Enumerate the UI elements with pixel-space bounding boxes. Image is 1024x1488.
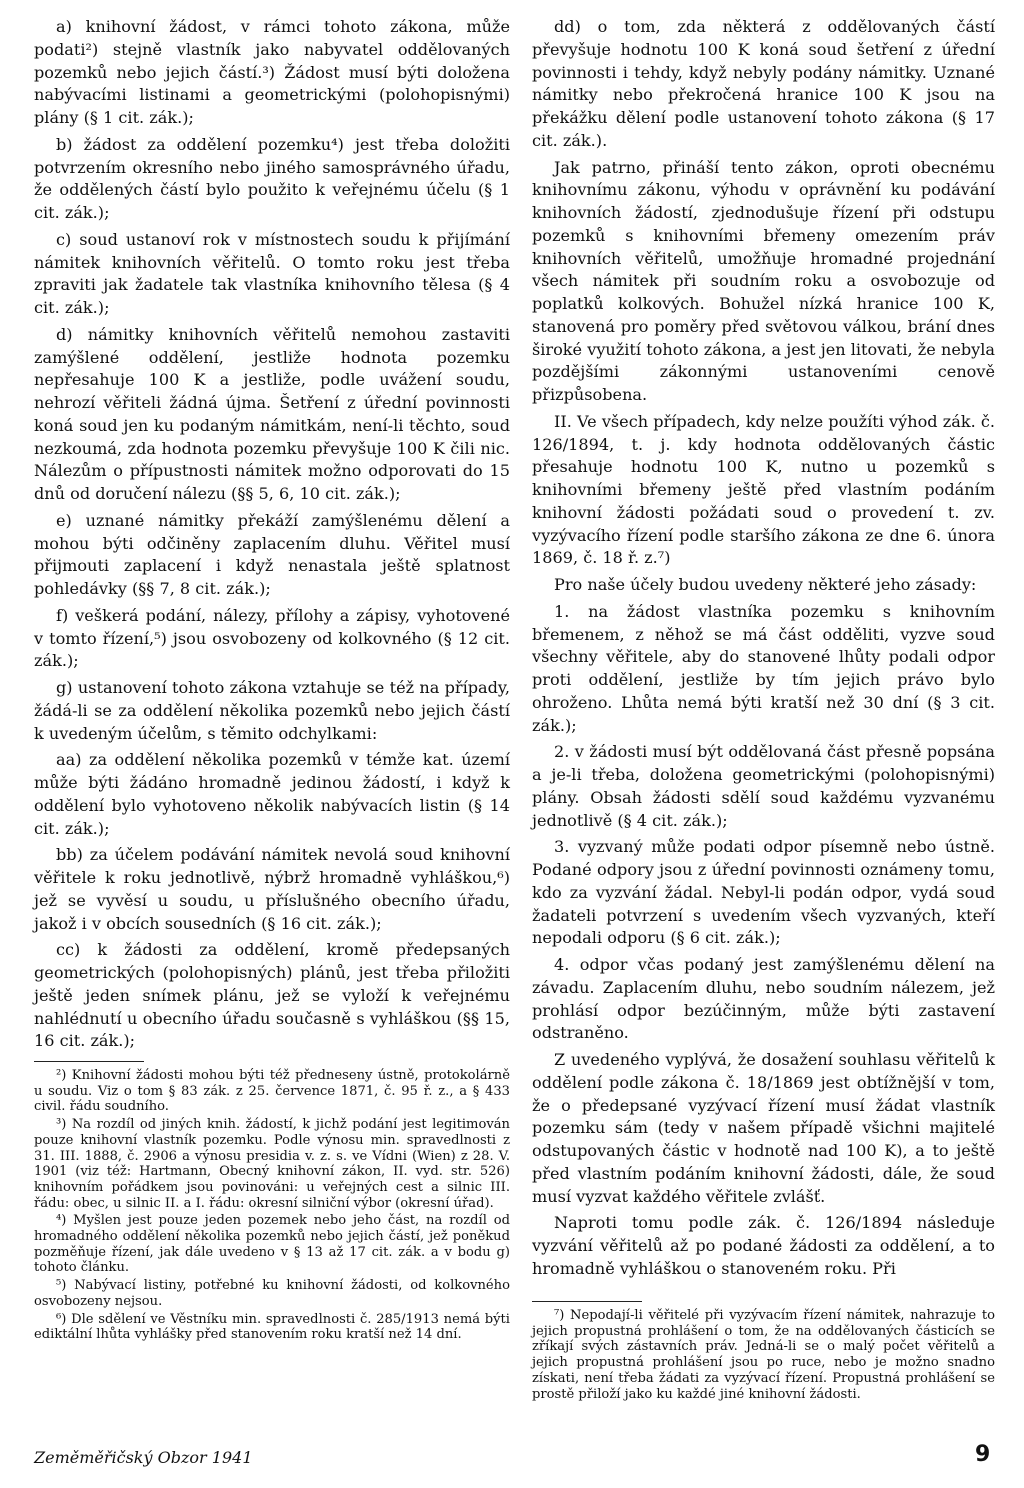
right-column (532, 16, 995, 1285)
item-d: d) námitky knihovních věřitelů nemohou zastaviti zamýšlené oddělení, jestliže hodnota pozemku nepřesahuje 100 K a jestliže, podle uvážení soudu, nehrozí věřiteli žádná újma. Šetření z úřední povinnosti koná soud jen ku podaným námitkám, není-li těchto, soud nezkoumá, zda hodnota pozemku převyšuje 100 K čili nic. Nálezům o přípustnosti námitek možno odporovati do 15 dnů od doručení nálezu (§§ 5, 6, 10 cit. zák.); (34, 324, 510, 503)
left-column (34, 16, 510, 1057)
principle-2: 2. v žádosti musí být oddělovaná část přesně popsána a je-li třeba, doložena geometrickými (polohopisnými) plány. Obsah žádosti sdělí soud každému vyzvanému jednotlivě (§ 4 cit. zák.); (532, 742, 995, 830)
principle-1: 1. na žádost vlastníka pozemku s knihovním břemenem, z něhož se má část odděliti, vyzve soud všechny věřitele, aby do stanovené lhůty podali odpor proti oddělení, jestliže by tím jejich právo bylo ohroženo. Lhůta nemá býti kratší než 30 dní (§ 3 cit. zák.); (532, 601, 995, 735)
item-aa: aa) za oddělení několika pozemků v témže kat. území může býti žádáno hromadně jedinou žádostí, i když k oddělení bylo vyhotoveno několik nabývacích listin (§ 14 cit. zák.); (34, 750, 510, 838)
item-b: b) žádost za oddělení pozemku⁴) jest třeba doložiti potvrzením okresního nebo jiného samosprávného úřadu, že oddělených částí bylo použito k veřejnému účelu (§ 1 cit. zák.); (34, 134, 510, 222)
footnote-3: ³) Na rozdíl od jiných knih. žádostí, k jichž podání jest legitimován pouze knihovní vlastník pozemku. Podle výnosu min. spravedlnosti z 31. III. 1888, č. 2906 a výnosu presidia v. z. s. ve Vídni (Wien) z 28. V. 1901 (viz též: Hartmann, Obecný knihovní zákon, II. vyd. str. 526) knihovním pořádkem jsou povinováni: u veřejných cest a silnic III. řádu: obec, u silnic II. a I. řádu: okresní silniční výbor (okresní úřad). (34, 1117, 510, 1211)
item-c: c) soud ustanoví rok v místnostech soudu k přijímání námitek knihovních věřitelů. O tomto roku jest třeba zpraviti jak žadatele tak vlastníka knihovního tělesa (§ 4 cit. zák.); (34, 229, 510, 317)
footnote-divider (532, 1301, 642, 1302)
item-a: a) knihovní žádost, v rámci tohoto zákona, může podati²) stejně vlastník jako nabyvatel oddělovaných pozemků nebo jejich částí.³) Žádost musí býti doložena nabývacími listinami a geometrickými (polohopisnými) plány (§ 1 cit. zák.); (34, 17, 510, 127)
item-e: e) uznané námitky překáží zamýšlenému dělení a mohou býti odčiněny zaplacením dluhu. Věřitel musí přijmouti zaplacení i když nenastala ještě splatnost pohledávky (§§ 7, 8 cit. zák.); (34, 510, 510, 598)
item-f: f) veškerá podání, nálezy, přílohy a zápisy, vyhotovené v tomto řízení,⁵) jsou osvobozeny od kolkovného (§ 12 cit. zák.); (34, 605, 510, 671)
item-g: g) ustanovení tohoto zákona vztahuje se též na případy, žádá-li se za oddělení několika pozemků nebo jejich částí k uvedeným účelům, s těmito odchylkami: (34, 678, 510, 743)
footnote-4: ⁴) Myšlen jest pouze jeden pozemek nebo jeho část, na rozdíl od hromadného oddělení několika pozemků nebo jejich částí, jež poněkud pozměňuje řízení, jak dále uvedeno v § 13 až 17 cit. zák. a v bodu g) tohoto článku. (34, 1213, 510, 1276)
paragraph-summary: Jak patrno, přináší tento zákon, oproti obecnému knihovnímu zákonu, výhodu v oprávnění ku podávání knihovních žádostí, zjednodušuje řízení při odstupu pozemků s knihovními břemeny omezením práv knihovních věřitelů, umožňuje hromadné projednání všech námitek při soudním roku a osvobozuje od poplatků kolkových. Bohužel nízká hranice 100 K, stanovená pro poměry před světovou válkou, brání dnes široké využití tohoto zákona, a jest jen litovati, že nebyla pozdějšími zákonnými ustanoveními cenově přizpůsobena. (532, 157, 995, 404)
paragraph-principles-intro: Pro naše účely budou uvedeny některé jeho zásady: (554, 575, 977, 594)
principle-4: 4. odpor včas podaný jest zamýšlenému dělení na závadu. Zaplacením dluhu, nebo soudním nálezem, jež prohlásí odpor bezúčinným, může býti zastavení odstraněno. (532, 955, 995, 1043)
footnote-2: ²) Knihovní žádosti mohou býti též předneseny ústně, protokolárně u soudu. Viz o tom § 83 zák. z 25. července 1871, č. 95 ř. z., a § 433 civil. řádu soudního. (34, 1068, 510, 1115)
footnote-6: ⁶) Dle sdělení ve Věstníku min. spravedlnosti č. 285/1913 nemá býti ediktální lhůta vyhlášky před stanovením roku kratší než 14 dní. (34, 1311, 510, 1343)
page-number: 9 (975, 1442, 991, 1467)
right-footnotes (532, 1287, 995, 1404)
journal-title: Zeměměřičský Obzor 1941 (34, 1448, 253, 1467)
item-dd: dd) o tom, zda některá z oddělovaných částí převyšuje hodnotu 100 K koná soud šetření z úřední povinnosti i tehdy, když nebyly podány námitky. Uznané námitky nebo překročená hranice 100 K jsou na překážku dělení podle ustanovení tohoto zákona (§ 17 cit. zák.). (532, 17, 995, 150)
principle-3: 3. vyzvaný může podati odpor písemně nebo ústně. Podané odpory jsou z úřední povinnosti oznámeny tomu, kdo za vyzvání žádal. Nebyl-li podán odpor, vydá soud žadateli potvrzení s uvedením všech vyzvaných, kteří nepodali odporu (§ 6 cit. zák.); (532, 837, 995, 948)
left-footnotes (34, 1047, 510, 1345)
section-ii: II. Ve všech případech, kdy nelze použíti výhod zák. č. 126/1894, t. j. kdy hodnota oddělovaných částic přesahuje hodnotu 100 K, nutno u pozemků s knihovními břemeny ještě před vlastním podáním knihovní žádosti požádati soud o provedení t. zv. vyzývacího řízení podle staršího zákona ze dne 6. února 1869, č. 18 ř. z.⁷) (532, 411, 995, 568)
item-bb: bb) za účelem podávání námitek nevolá soud knihovní věřitele k roku jednotlivě, nýbrž hromadně vyhláškou,⁶) jež se vyvěsí u soudu, u příslušného obecního úřadu, jakož i v obcích sousedních (§ 16 cit. zák.); (34, 845, 510, 933)
paragraph-comparison: Z uvedeného vyplývá, že dosažení souhlasu věřitelů k oddělení podle zákona č. 18/1869 jest obtížnější v tom, že o předepsané vyzývací řízení musí žádat vlastník pozemku sám (tedy v našem případě všichni majitelé odstupovaných částic v hodnotě nad 100 K), a to ještě před vlastním podáním knihovní žádosti, dále, že soud musí vyzvat každého věřitele zvlášť. (532, 1050, 995, 1206)
footnote-7: ⁷) Nepodají-li věřitelé při vyzývacím řízení námitek, nahrazuje to jejich propustná prohlášení o tom, že na oddělovaných částicích se zříkají svých zástavních práv. Jedná-li se o malý počet věřitelů a jejich propustná prohlášení jsou po ruce, nebo je možno snadno získati, není třeba žádati za vyzývací řízení. Propustná prohlášení se prostě přiloží jako ku každé jiné knihovní žádosti. (532, 1308, 995, 1402)
item-cc: cc) k žádosti za oddělení, kromě předepsaných geometrických (polohopisných) plánů, jest třeba přiložiti ještě jeden snímek plánu, jež se vyloží k veřejnému nahlédnutí u obecního úřadu současně s vyhláškou (§§ 15, 16 cit. zák.); (34, 940, 510, 1051)
footnote-divider (34, 1061, 144, 1062)
footnote-5: ⁵) Nabývací listiny, potřebné ku knihovní žádosti, od kolkovného osvobozeny nejsou. (34, 1278, 510, 1309)
paragraph-conclusion: Naproti tomu podle zák. č. 126/1894 následuje vyzvání věřitelů až po podané žádosti za oddělení, a to hromadně vyhláškou o stanoveném roku. Při (532, 1213, 995, 1278)
